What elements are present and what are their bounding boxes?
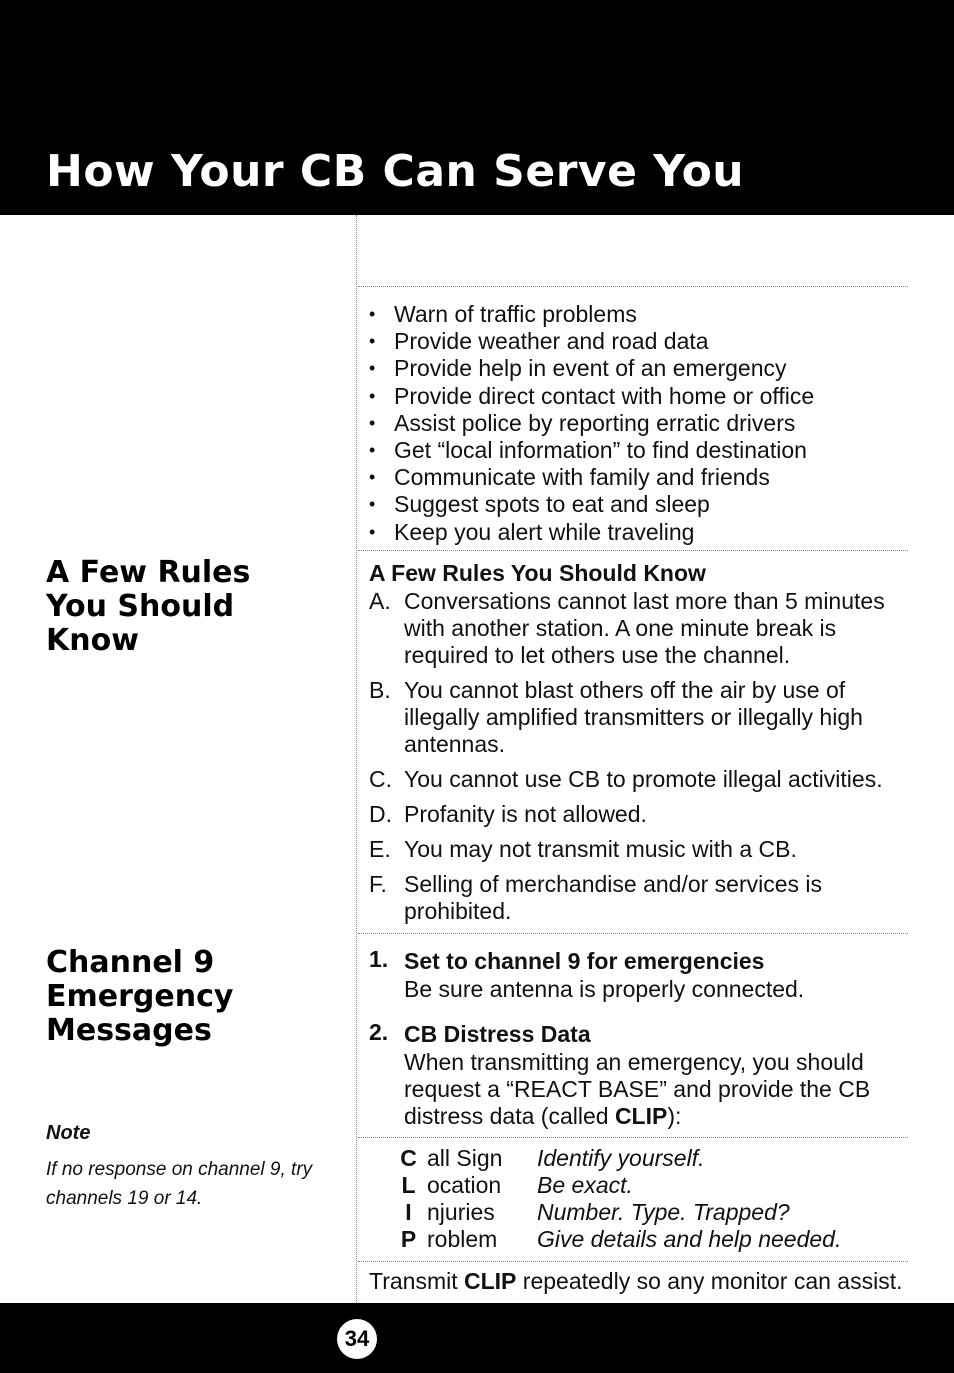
list-item: • Keep you alert while traveling (369, 519, 914, 546)
clip-word: roblem (427, 1226, 498, 1252)
list-item: • Suggest spots to eat and sleep (369, 491, 914, 518)
transmit-clip-text: Transmit CLIP repeatedly so any monitor can assist. (369, 1268, 903, 1294)
step-title: CB Distress Data (404, 1021, 591, 1047)
page-number: 34 (337, 1319, 377, 1359)
step-title: Set to channel 9 for emergencies (404, 948, 765, 974)
clip-letter: I (405, 1199, 412, 1225)
step-1 (369, 946, 914, 1003)
rule-letter: D. (369, 801, 392, 827)
clip-keyword: CLIP (614, 1103, 668, 1129)
rule-text: You cannot blast others off the air by use of illegally amplified transmitters or illegally high antennas. (404, 677, 863, 757)
rule-item (369, 766, 914, 793)
clip-word: njuries (427, 1199, 495, 1225)
rule-text: Conversations cannot last more than 5 minutes with another station. A one minute break is required to let others use the channel. (404, 588, 885, 668)
clip-description: Identify yourself. (537, 1145, 705, 1171)
list-item: • Provide help in event of an emergency (369, 355, 914, 382)
section-divider (358, 286, 908, 287)
rules-title: A Few Rules You Should Know (369, 560, 706, 586)
section-divider (358, 1261, 908, 1262)
clip-description: Give details and help needed. (537, 1226, 842, 1252)
note-label: Note (46, 1122, 91, 1144)
section-divider (358, 933, 908, 934)
emergency-section (369, 946, 914, 1130)
table-row (394, 1199, 841, 1226)
rules-side-heading: A Few Rules You Should Know (46, 555, 251, 658)
list-item: • Provide weather and road data (369, 328, 914, 355)
list-item: • Warn of traffic problems (369, 301, 914, 328)
clip-letter: L (401, 1172, 416, 1198)
clip-section (394, 1145, 939, 1253)
rule-letter: F. (369, 871, 387, 897)
page-header (0, 0, 954, 215)
list-item: • Provide direct contact with home or office (369, 383, 914, 410)
clip-description: Number. Type. Trapped? (537, 1199, 790, 1225)
clip-description: Be exact. (537, 1172, 633, 1198)
rule-text: Profanity is not allowed. (404, 801, 647, 827)
rule-text: Selling of merchandise and/or services is prohibited. (404, 871, 823, 924)
rule-text: You may not transmit music with a CB. (404, 836, 797, 862)
rule-text: You cannot use CB to promote illegal activities. (404, 766, 883, 792)
table-row (394, 1172, 841, 1199)
clip-keyword: CLIP (464, 1268, 517, 1294)
clip-word: ocation (427, 1172, 502, 1198)
clip-letter: C (400, 1145, 417, 1171)
clip-letter: P (400, 1226, 417, 1252)
rule-letter: E. (369, 836, 391, 862)
rule-letter: C. (369, 766, 392, 792)
uses-list (369, 301, 914, 546)
step-text: When transmitting an emergency, you should request a “REACT BASE” and provide the CB distress data (called CLIP): (404, 1049, 871, 1129)
rule-item (369, 677, 914, 758)
rule-letter: B. (369, 677, 391, 703)
column-divider (356, 215, 357, 1303)
step-number: 1. (369, 946, 389, 972)
rule-item (369, 588, 914, 669)
channel9-side-heading: Channel 9 Emergency Messages (46, 945, 234, 1048)
step-text: Be sure antenna is properly connected. (404, 976, 805, 1002)
rule-letter: A. (369, 588, 391, 614)
page-title: How Your CB Can Serve You (46, 146, 745, 197)
table-row (394, 1145, 841, 1172)
clip-word: all Sign (427, 1145, 503, 1171)
rules-section (369, 558, 914, 933)
rule-item (369, 836, 914, 863)
list-item: • Assist police by reporting erratic drivers (369, 410, 914, 437)
step-number: 2. (369, 1019, 389, 1045)
note-text: If no response on channel 9, try channels 19 or 14. (46, 1159, 313, 1209)
table-row (394, 1226, 841, 1253)
step-2 (369, 1019, 914, 1130)
rule-item (369, 871, 914, 925)
page-footer (0, 1303, 954, 1373)
section-divider (358, 1137, 908, 1138)
list-item: • Get “local information” to find destination (369, 437, 914, 464)
clip-table (394, 1145, 841, 1253)
list-item: • Communicate with family and friends (369, 464, 914, 491)
rule-item (369, 801, 914, 828)
section-divider (358, 550, 908, 551)
uses-section (369, 301, 914, 546)
